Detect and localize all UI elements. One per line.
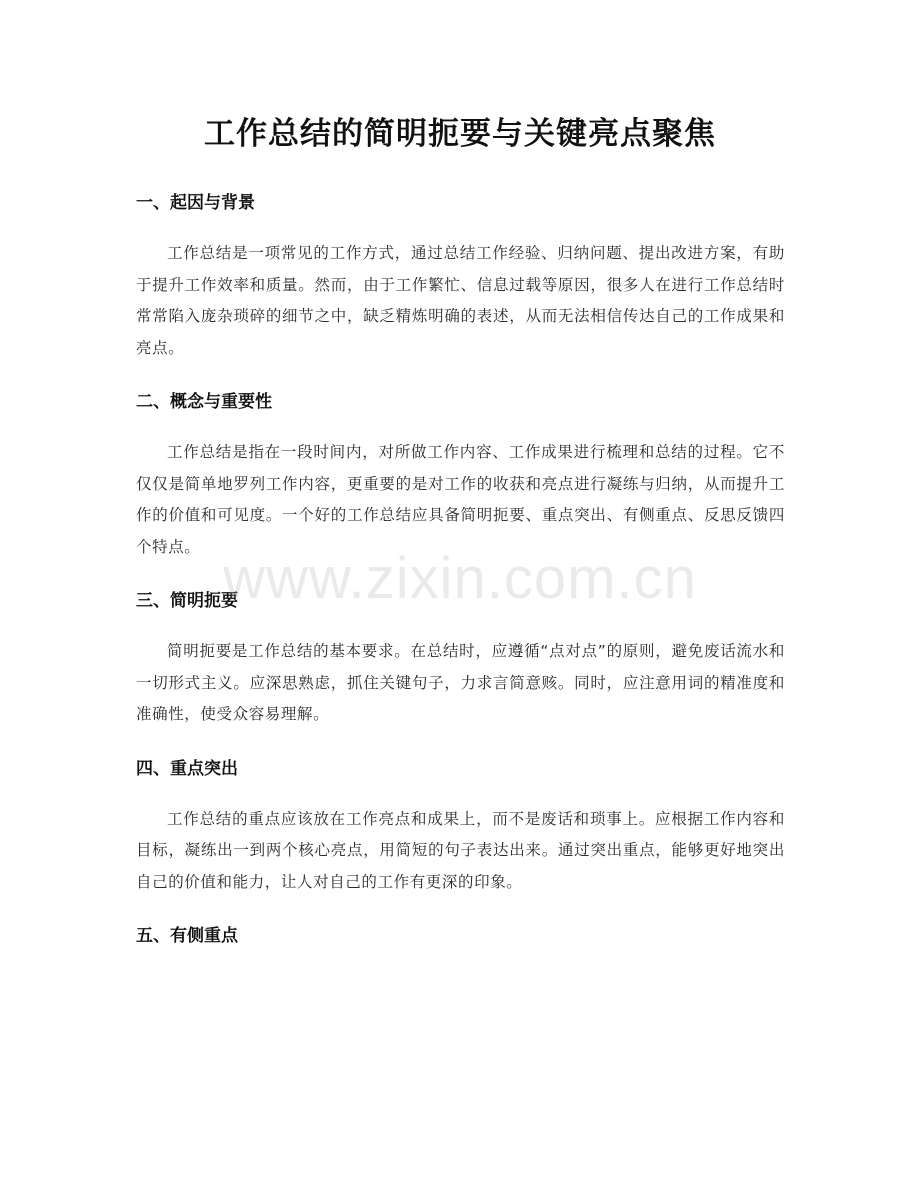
section-concise — [136, 584, 785, 731]
section-heading: 一、起因与背景 — [136, 193, 255, 213]
section-concept — [136, 385, 785, 563]
section-background — [136, 186, 785, 364]
section-paragraph: 工作总结是一项常见的工作方式，通过总结工作经验、归纳问题、提出改进方案，有助于提升工作效率和质量。然而，由于工作繁忙、信息过载等原因，很多人在进行工作总结时常常陷入庞杂琐碎的细节之中，缺乏精炼明确的表述，从而无法相信传达自己的工作成果和亮点。 — [136, 244, 785, 357]
section-heading: 三、简明扼要 — [136, 591, 238, 611]
section-focus — [136, 919, 785, 953]
section-heading: 二、概念与重要性 — [136, 392, 272, 412]
watermark: www.zixin.com.cn — [223, 546, 697, 611]
section-paragraph: 工作总结的重点应该放在工作亮点和成果上，而不是废话和琐事上。应根据工作内容和目标，凝练出一到两个核心亮点，用简短的句子表达出来。通过突出重点，能够更好地突出自己的价值和能力，让人对自己的工作有更深的印象。 — [136, 809, 785, 891]
section-heading: 四、重点突出 — [136, 758, 238, 779]
section-heading: 五、有侧重点 — [136, 926, 238, 946]
document-title: 工作总结的简明扼要与关键亮点聚焦 — [204, 116, 716, 152]
section-paragraph: 工作总结是指在一段时间内，对所做工作内容、工作成果进行梳理和总结的过程。它不仅仅是简单地罗列工作内容，更重要的是对工作的收获和亮点进行凝练与归纳，从而提升工作的价值和可见度。一个好的工作总结应具备简明扼要、重点突出、有侧重点、反思反馈四个特点。 — [136, 443, 785, 556]
document-body — [136, 186, 785, 953]
section-paragraph: 简明扼要是工作总结的基本要求。在总结时，应遵循“点对点”的原则，避免废话流水和一切形式主义。应深思熟虑，抓住关键句子，力求言简意赅。同时，应注意用词的精准度和准确性，使受众容易理解。 — [136, 642, 785, 723]
section-highlight — [136, 752, 785, 899]
